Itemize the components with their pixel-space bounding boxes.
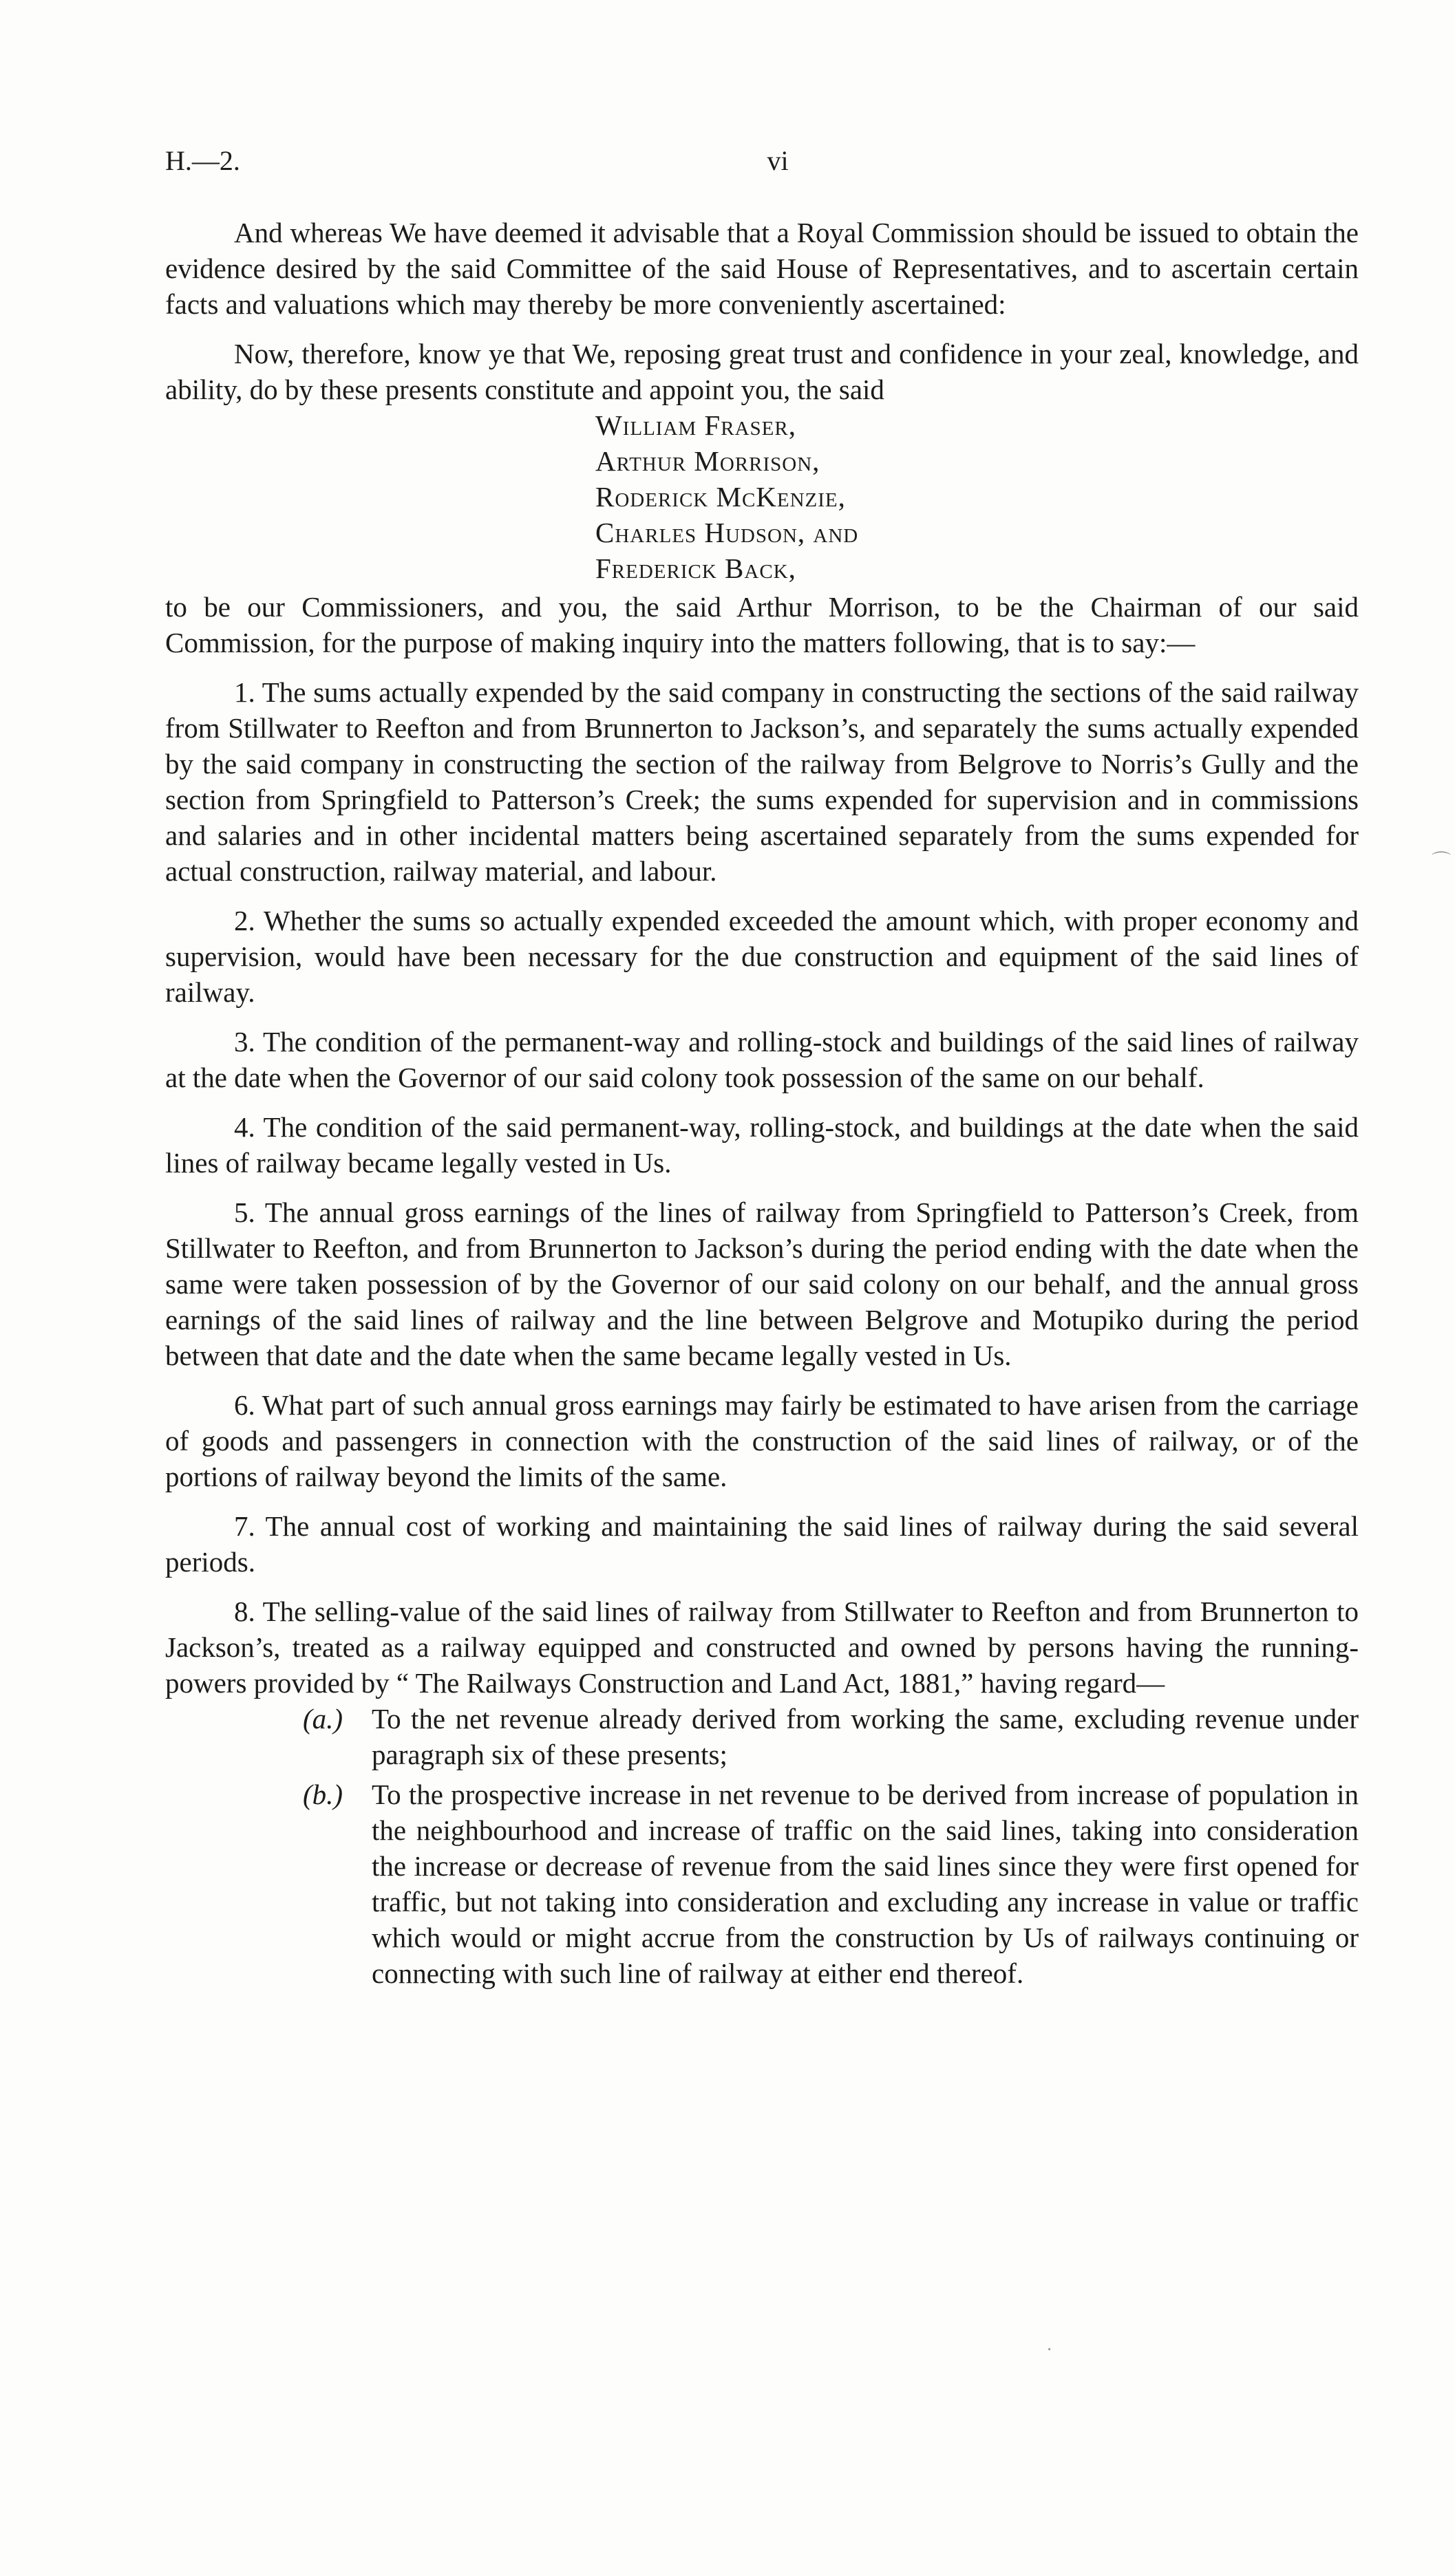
scan-speck-mark: ·: [1046, 2339, 1053, 2361]
subitem-list: [165, 1701, 1359, 1991]
subitem-text: To the prospective increase in net revenue to be derived from increase of population in the neighbourhood and increase of traffic on the said lines, taking into consideration the increase or decrease of revenue from the said lines since they were first opened for traffic, but not taking into consideration and excluding any increase in value or traffic which would or might accrue from the construction by Us of railways continuing or connecting with such line of railway at either end thereof.: [372, 1779, 1359, 1989]
subitem-label: (b.): [303, 1779, 343, 1810]
subitem: [165, 1701, 1359, 1772]
page-number: vi: [767, 145, 789, 176]
subitem-label: (a.): [303, 1703, 343, 1735]
inquiry-item: 6. What part of such annual gross earnings may fairly be estimated to have arisen from the carriage of goods and passengers in connection with the construction of the said lines of railway, or of the portions of railway beyond the limits of the same.: [165, 1389, 1359, 1492]
subitem-text: To the net revenue already derived from working the same, excluding revenue under paragraph six of these presents;: [372, 1703, 1359, 1770]
inquiry-item: 2. Whether the sums so actually expended exceeded the amount which, with proper economy and supervision, would have been necessary for the due construction and equipment of the said lines of railway.: [165, 905, 1359, 1008]
inquiry-item: 7. The annual cost of working and maintaining the said lines of railway during the said several periods.: [165, 1510, 1359, 1578]
commissioner-name: Charles Hudson, and: [595, 517, 859, 548]
commissioners-list: [595, 407, 1359, 586]
commissioner-name: Roderick McKenzie,: [595, 481, 846, 513]
commissioner-name: William Fraser,: [595, 409, 796, 441]
inquiry-item: 1. The sums actually expended by the said company in constructing the sections of the said railway from Stillwater to Reefton and from Brunnerton to Jackson’s, and separately the sums actually expended by the said company in constructing the section of the railway from Belgrove to Norris’s Gully and the section from Springfield to Patterson’s Creek; the sums expended for supervision and in commissions and salaries and in other incidental matters being ascertained separately from the sums expended for actual construction, railway material, and labour.: [165, 676, 1359, 887]
paragraph-appointment: to be our Commissioners, and you, the said Arthur Morrison, to be the Chairman of our said Commission, for the purpose of making inquiry into the matters following, that is to say:—: [165, 591, 1359, 658]
document-body: [165, 215, 1359, 1995]
paragraph-appointment-intro: Now, therefore, know ye that We, reposing great trust and confidence in your zeal, knowledge, and ability, do by these presents constitute and appoint you, the said: [165, 338, 1359, 405]
commissioner-name: Arthur Morrison,: [595, 445, 820, 477]
document-reference: H.—2.: [165, 145, 240, 176]
inquiry-item: 5. The annual gross earnings of the lines of railway from Springfield to Patterson’s Creek, from Stillwater to Reefton, and from Brunnerton to Jackson’s during the period ending with the date when the same were taken possession of by the Governor of our said colony on our behalf, and the annual gross earnings of the said lines of railway and the line between Belgrove and Motupiko during the period between that date and the date when the same became legally vested in Us.: [165, 1196, 1359, 1371]
page-header: [165, 144, 1359, 186]
inquiry-item: 4. The condition of the said permanent-way, rolling-stock, and buildings at the date when the said lines of railway became legally vested in Us.: [165, 1111, 1359, 1179]
inquiry-item: 8. The selling-value of the said lines of railway from Stillwater to Reefton and from Brunnerton to Jackson’s, treated as a railway equipped and constructed and owned by persons having the running-powers provided by “ The Railways Construction and Land Act, 1881,” having regard—: [165, 1596, 1359, 1699]
inquiry-item: 3. The condition of the permanent-way and rolling-stock and buildings of the said lines of railway at the date when the Governor of our said colony took possession of the same on our behalf.: [165, 1026, 1359, 1093]
paragraph-whereas: And whereas We have deemed it advisable that a Royal Commission should be issued to obtain the evidence desired by the said Committee of the said House of Representatives, and to ascertain certain facts and valuations which may thereby be more conveniently ascertained:: [165, 217, 1359, 320]
subitem: [165, 1777, 1359, 1991]
scan-speck-mark: ⌒: [1432, 851, 1452, 872]
commissioner-name: Frederick Back,: [595, 552, 796, 584]
